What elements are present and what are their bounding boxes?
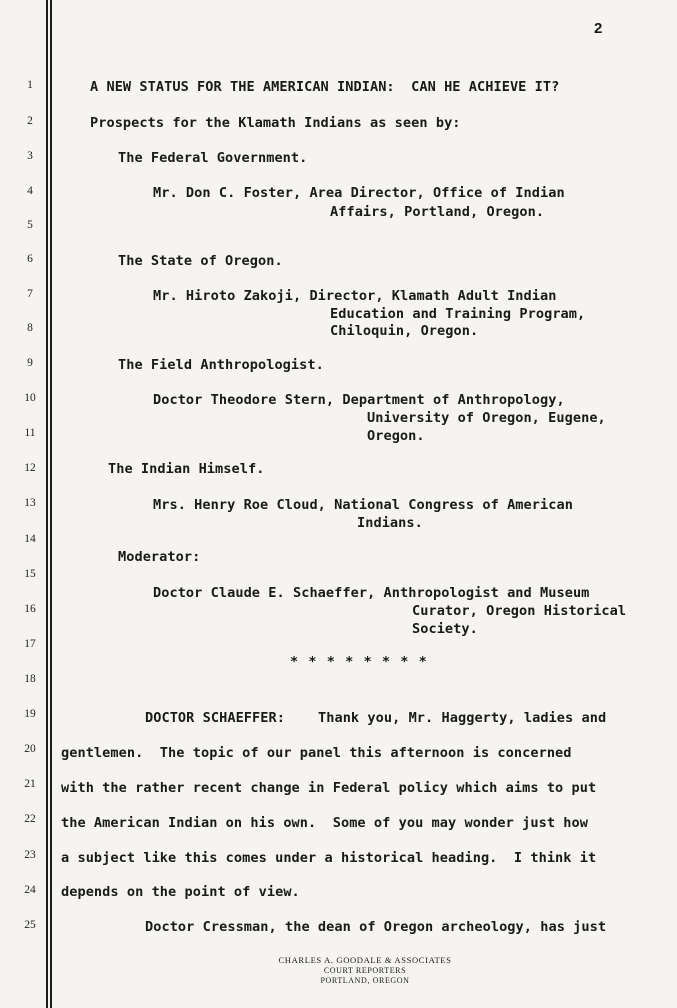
line-number: 13 — [24, 497, 36, 509]
section-label: The Indian Himself. — [108, 461, 265, 477]
speaker-entry-cont: Curator, Oregon Historical — [412, 603, 627, 619]
line-number: 1 — [27, 79, 33, 91]
line-number: 19 — [24, 708, 36, 720]
line-number: 17 — [24, 638, 36, 650]
line-number: 8 — [27, 322, 33, 334]
margin-rule-left — [46, 0, 48, 1008]
line-number: 16 — [24, 603, 36, 615]
body-text: a subject like this comes under a historical heading. I think it — [61, 850, 597, 866]
speaker-entry-cont: Society. — [412, 621, 478, 637]
line-number: 2 — [27, 115, 33, 127]
prospects-line: Prospects for the Klamath Indians as seen by: — [90, 115, 461, 131]
line-number: 20 — [24, 743, 36, 755]
speaker-entry: Mrs. Henry Roe Cloud, National Congress of American — [153, 497, 573, 513]
body-text: with the rather recent change in Federal policy which aims to put — [61, 780, 597, 796]
line-number: 15 — [24, 568, 36, 580]
body-text: Thank you, Mr. Haggerty, ladies and — [318, 710, 607, 726]
page-number: 2 — [594, 20, 603, 37]
footer-location: PORTLAND, OREGON — [320, 976, 410, 985]
speaker-entry: Doctor Theodore Stern, Department of Anthropology, — [153, 392, 565, 408]
line-number: 6 — [27, 253, 33, 265]
line-number: 12 — [24, 462, 36, 474]
body-text: the American Indian on his own. Some of you may wonder just how — [61, 815, 588, 831]
line-number: 22 — [24, 813, 36, 825]
speaker-entry: Mr. Hiroto Zakoji, Director, Klamath Adult Indian — [153, 288, 557, 304]
speaker-entry-cont: Chiloquin, Oregon. — [330, 323, 479, 339]
section-separator: * * * * * * * * — [290, 654, 428, 670]
line-number: 3 — [27, 150, 33, 162]
line-number: 9 — [27, 357, 33, 369]
line-number: 14 — [24, 533, 36, 545]
line-number: 23 — [24, 849, 36, 861]
line-number: 24 — [24, 884, 36, 896]
speaker-entry-cont: Education and Training Program, — [330, 306, 586, 322]
footer-role: COURT REPORTERS — [323, 966, 407, 975]
line-number: 11 — [24, 427, 36, 439]
speaker-entry-cont: Oregon. — [367, 428, 425, 444]
speaker-entry-cont: Affairs, Portland, Oregon. — [330, 204, 545, 220]
line-number: 5 — [27, 219, 33, 231]
speaker-entry: Doctor Claude E. Schaeffer, Anthropologist and Museum — [153, 585, 590, 601]
section-label: Moderator: — [118, 549, 201, 565]
speaker-entry: Mr. Don C. Foster, Area Director, Office of Indian — [153, 185, 565, 201]
speaker-entry-cont: Indians. — [357, 515, 423, 531]
document-heading: A NEW STATUS FOR THE AMERICAN INDIAN: CAN HE ACHIEVE IT? — [90, 79, 560, 95]
body-text: gentlemen. The topic of our panel this afternoon is concerned — [61, 745, 572, 761]
line-number: 25 — [24, 919, 36, 931]
section-label: The Field Anthropologist. — [118, 357, 324, 373]
body-text: depends on the point of view. — [61, 884, 300, 900]
line-number: 7 — [27, 288, 33, 300]
line-number: 18 — [24, 673, 36, 685]
speaker-entry-cont: University of Oregon, Eugene, — [367, 410, 606, 426]
section-label: The Federal Government. — [118, 150, 308, 166]
line-number: 4 — [27, 185, 33, 197]
speaker-name: DOCTOR SCHAEFFER: — [145, 710, 285, 726]
line-number: 21 — [24, 778, 36, 790]
line-number: 10 — [24, 392, 36, 404]
body-text: Doctor Cressman, the dean of Oregon archeology, has just — [145, 919, 607, 935]
footer-firm: CHARLES A. GOODALE & ASSOCIATES — [278, 955, 452, 965]
section-label: The State of Oregon. — [118, 253, 283, 269]
margin-rule-right — [50, 0, 52, 1008]
